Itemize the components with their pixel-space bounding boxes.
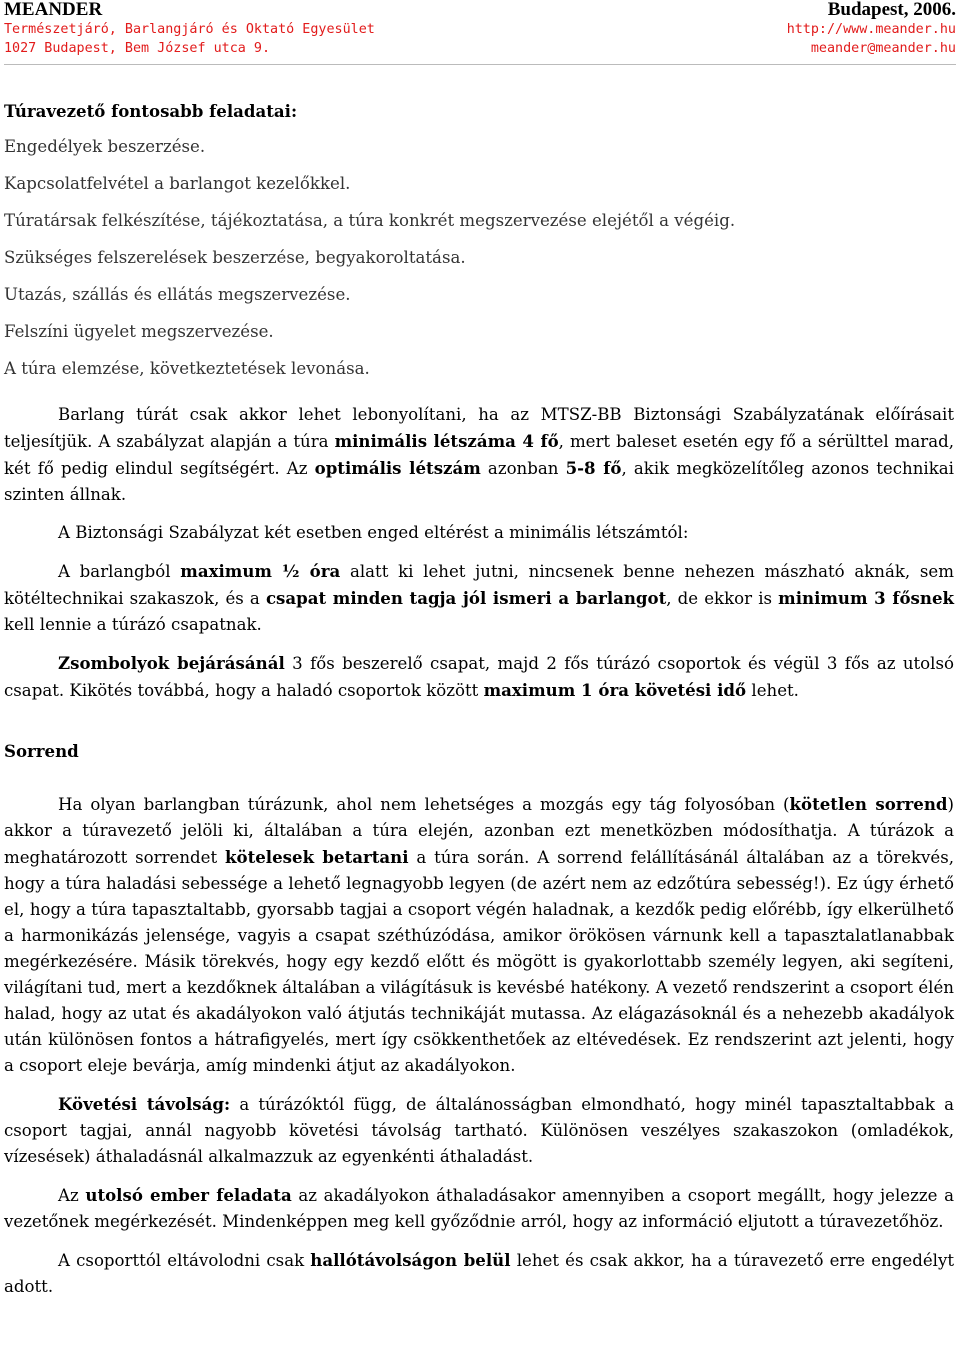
document-body (4, 98, 954, 1300)
task-item: Felszíni ügyelet megszervezése. (4, 322, 274, 341)
bold-span: maximum 1 óra követési idő (483, 679, 747, 700)
paragraph-group-size (4, 402, 954, 508)
text-span: Az (58, 1185, 86, 1205)
bold-span: kötetlen sorrend (789, 793, 948, 814)
website-link[interactable]: http://www.meander.hu (786, 22, 956, 37)
paragraph-order (4, 791, 954, 1079)
text-span: A barlangból (58, 561, 181, 581)
text-span: az akadályokon áthaladásakor amennyiben a csoport megállt, hogy jelezze a vezetőnek megérkezését. Mindenképpen meg kell győződnie arról, hogy az információ eljutott a túravezetőhöz. (4, 1185, 954, 1231)
text-span: A szabályzat alapján a túra (92, 431, 335, 451)
bold-span: minimális létszáma 4 fő (334, 430, 559, 451)
text-span: a túra során. A sorrend felállításánál általában az a törekvés, hogy a túra haladási sebessége a lehető legnagyobb legyen (de azért nem az edzőtúra sebesség!). Ez úgy érhető el, hogy a túra tapasztaltabb, gyorsabb tagjai a csoport végén haladnak, a kezdők pedig előrébb, így elkerülhető a harmonikázás jelensége, vagyis a csapat széthúzódása, amikor örökösen várnunk kell a tapasztalatlanabbak megérkezésére. Másik törekvés, hogy egy kezdő előtt és mögött is gyakorlottabb személy legyen, aki segíteni, világítani tud, mert a kezdőknek általában a világításuk is kevésbé hatékony. A vezető rendszerint a csoport élén halad, hogy az utat és akadályokon való átjutás technikáját mutassa. Az elágazásoknál és a nehezebb akadályok után különösen fontos a hátrafigyelés, mert így csökkenthetőek az eltévedések. Ez rendszerint azt jelenti, hogy a csoport eleje bevárja, amíg mindenki átjut az akadályokon. (4, 847, 954, 1075)
task-item: Engedélyek beszerzése. (4, 137, 206, 156)
page-header (4, 0, 956, 62)
tasks-title: Túravezető fontosabb feladatai: (4, 101, 298, 121)
text-span: kell lennie a túrázó csapatnak. (4, 614, 262, 634)
paragraph-exception-short-cave (4, 558, 954, 638)
paragraph-following-distance (4, 1091, 954, 1170)
text-span: lehet és csak akkor, ha a túravezető erre engedélyt adott. (4, 1250, 954, 1296)
bold-span: hallótávolságon belül (310, 1249, 511, 1270)
text-span: , mert baleset esetén egy fő a sérülttel marad, két fő pedig elindul segítségért. Az (4, 431, 954, 478)
bold-span: optimális létszám (314, 457, 481, 478)
bold-span: Követési távolság: (58, 1093, 231, 1114)
header-divider (4, 64, 956, 65)
paragraph-exceptions-intro: A Biztonsági Szabályzat két esetben enged eltérést a minimális létszámtól: (58, 522, 689, 542)
task-item: Túratársak felkészítése, tájékoztatása, a túra konkrét megszervezése elejétől a végéig. (4, 211, 736, 230)
section-title-sorrend: Sorrend (4, 740, 79, 761)
bold-span: csapat minden tagja jól ismeri a barlangot (265, 587, 667, 608)
bold-span: maximum ½ óra (180, 560, 341, 581)
text-span: , akik megközelítőleg azonos technikai szinten állnak. (4, 458, 954, 504)
bold-span: minimum 3 fősnek (778, 587, 954, 608)
text-span: Ha olyan barlangban túrázunk, ahol nem lehetséges a mozgás egy tág folyosóban ( (58, 794, 790, 814)
city-year: Budapest, 2006. (827, 0, 956, 20)
text-span: azonban (480, 458, 566, 478)
text-span: A csoporttól eltávolodni csak (58, 1250, 311, 1270)
text-span: a túrázóktól függ, de általánosságban elmondható, hogy minél tapasztaltabbak a csoport tagjai, annál nagyobb követési távolság tartható. Különösen veszélyes szakaszokon (omladékok, vízesések) áthaladásnál alkalmazzuk az egyenkénti áthaladást. (4, 1094, 954, 1166)
text-span: , de ekkor is (666, 588, 779, 608)
bold-span: utolsó ember feladata (85, 1184, 292, 1205)
org-address: 1027 Budapest, Bem József utca 9. (4, 41, 271, 56)
bold-span: kötelesek betartani (225, 846, 409, 867)
task-item: Utazás, szállás és ellátás megszervezése. (4, 285, 351, 304)
paragraph-last-person (4, 1182, 954, 1235)
text-span: alatt ki lehet jutni, nincsenek benne nehezen mászható aknák, sem kötéltechnikai szakaszok, és a (4, 561, 954, 608)
text-span: lehet. (746, 680, 799, 700)
email-link[interactable]: meander@meander.hu (810, 41, 956, 56)
text-span: Barlang túrát csak akkor lehet lebonyolítani, ha az MTSZ-BB Biztonsági Szabályzatának előírásait teljesítjük. (4, 404, 954, 451)
task-item: A túra elemzése, következtetések levonása. (4, 359, 370, 378)
bold-span: 5-8 fő (565, 457, 622, 478)
tasks-list (4, 134, 954, 382)
text-span: ) akkor a túravezető jelöli ki, általában a túra elején, azonban ezt menetközben módosíthatja. A túrázok a meghatározott sorrendet (4, 794, 955, 867)
paragraph-exception-sinkhole (4, 650, 954, 704)
task-item: Szükséges felszerelések beszerzése, begyakoroltatása. (4, 248, 466, 267)
org-name: MEANDER (4, 0, 103, 20)
org-subtitle: Természetjáró, Barlangjáró és Oktató Egyesület (4, 22, 375, 37)
bold-span: Zsombolyok bejárásánál (58, 652, 285, 673)
paragraph-hearing-distance (4, 1247, 954, 1300)
task-item: Kapcsolatfelvétel a barlangot kezelőkkel. (4, 174, 351, 193)
text-span: 3 fős beszerelő csapat, majd 2 fős túrázó csoportok és végül 3 fős az utolsó csapat. Kikötés továbbá, hogy a haladó csoportok között (4, 653, 954, 700)
